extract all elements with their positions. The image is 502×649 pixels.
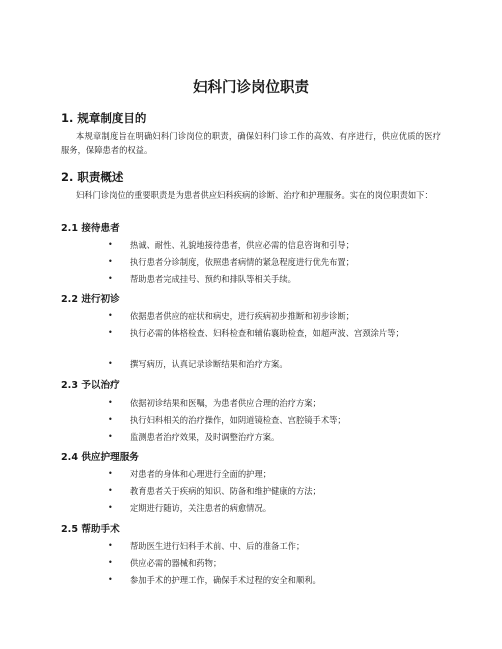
list-item-text: 定期进行随访，关注患者的病愈情况。 — [130, 503, 272, 513]
list-item-text: 帮助医生进行妇科手术前、中、后的准备工作； — [130, 541, 305, 551]
bullet-icon: • — [108, 328, 113, 337]
subsection-heading-reception: 2.1 接待患者 — [61, 223, 120, 234]
list-item-text: 依据初诊结果和医嘱，为患者供应合理的治疗方案； — [130, 398, 321, 408]
list-item-text: 热诚、耐性、礼貌地接待患者，供应必需的信息咨询和引导； — [130, 240, 355, 250]
bullet-icon: • — [108, 415, 113, 424]
bullet-icon: • — [108, 575, 113, 584]
document-title: 妇科门诊岗位职责 — [193, 80, 309, 96]
bullet-icon: • — [108, 359, 113, 368]
list-item-text: 帮助患者完成挂号、预约和排队等相关手续。 — [130, 274, 296, 284]
list-item-text: 执行患者分诊制度，依照患者病情的紧急程度进行优先布置； — [130, 257, 355, 267]
list-item-text: 依据患者供应的症状和病史，进行疾病初步推断和初步诊断； — [130, 311, 355, 321]
bullet-icon: • — [108, 274, 113, 283]
subsection-heading-nursing: 2.4 供应护理服务 — [61, 452, 139, 463]
list-item-text: 监测患者治疗效果，及时调整治疗方案。 — [130, 432, 280, 442]
bullet-icon: • — [108, 311, 113, 320]
bullet-icon: • — [108, 257, 113, 266]
list-item-text: 撰写病历，认真记录诊断结果和治疗方案。 — [130, 359, 288, 369]
section-paragraph-purpose: 本规章制度旨在明确妇科门诊岗位的职责，确保妇科门诊工作的高效、有序进行，供应优质的医疗服务，保障患者的权益。 — [61, 131, 441, 155]
section-heading-purpose: 1. 规章制度目的 — [61, 111, 147, 125]
bullet-icon: • — [108, 541, 113, 550]
list-item-text: 执行必需的体格检查、妇科检查和辅佑襄助检查，如超声波、宫颈涂片等； — [130, 328, 404, 338]
subsection-heading-initial-diagnosis: 2.2 进行初诊 — [61, 294, 120, 305]
list-item-text: 对患者的身体和心理进行全面的护理； — [130, 469, 272, 479]
bullet-icon: • — [108, 503, 113, 512]
list-item-text: 教育患者关于疾病的知识、防备和维护健康的方法； — [130, 486, 321, 496]
subsection-heading-treatment: 2.3 予以治疗 — [61, 380, 120, 391]
list-item-text: 执行妇科相关的治疗操作，如阴道镜检查、宫腔镜手术等； — [130, 415, 346, 425]
bullet-icon: • — [108, 469, 113, 478]
bullet-icon: • — [108, 240, 113, 249]
bullet-icon: • — [108, 398, 113, 407]
bullet-icon: • — [108, 432, 113, 441]
bullet-icon: • — [108, 558, 113, 567]
subsection-heading-surgery-assist: 2.5 帮助手术 — [61, 524, 120, 535]
bullet-icon: • — [108, 486, 113, 495]
list-item-text: 供应必需的器械和药物； — [130, 558, 222, 568]
section-heading-overview: 2. 职责概述 — [61, 170, 124, 184]
list-item-text: 参加手术的护理工作，确保手术过程的安全和顺利。 — [130, 575, 321, 585]
section-paragraph-overview: 妇科门诊岗位的重要职责是为患者供应妇科疾病的诊断、治疗和护理服务。实在的岗位职责如下： — [76, 190, 433, 200]
